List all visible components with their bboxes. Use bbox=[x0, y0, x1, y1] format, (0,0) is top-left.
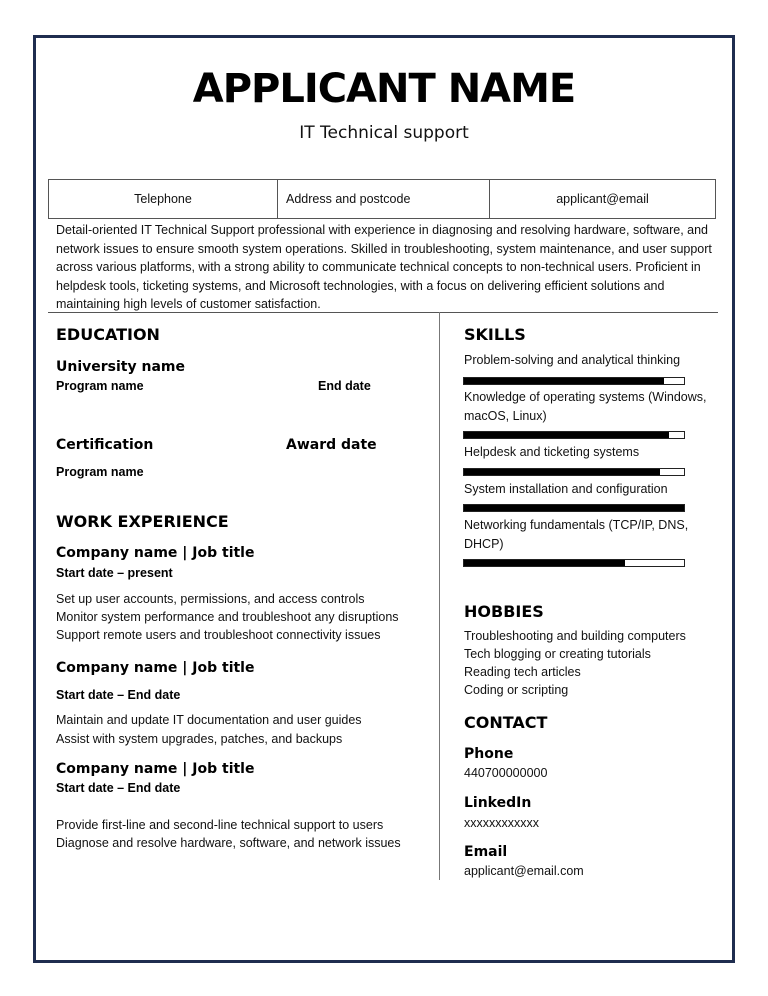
skill-label: Helpdesk and ticketing systems bbox=[464, 445, 640, 459]
linkedin-value: xxxxxxxxxxxx bbox=[464, 816, 539, 830]
job-duty: Assist with system upgrades, patches, and backups bbox=[56, 732, 343, 746]
skill-bar bbox=[463, 431, 685, 439]
certification-name: Certification bbox=[56, 437, 154, 453]
job-duty: Monitor system performance and troubleshoot any disruptions bbox=[56, 610, 399, 624]
education-end-date: End date bbox=[318, 379, 371, 393]
column-divider bbox=[439, 312, 440, 880]
job-duty: Maintain and update IT documentation and user guides bbox=[56, 713, 362, 727]
contact-heading: CONTACT bbox=[464, 713, 548, 732]
skill-label: Networking fundamentals (TCP/IP, DNS, DHCP) bbox=[464, 518, 689, 551]
contact-table bbox=[48, 179, 716, 219]
email-cell: applicant@email bbox=[489, 180, 715, 218]
skill-bar-fill bbox=[464, 378, 664, 384]
job-duty: Set up user accounts, permissions, and access controls bbox=[56, 592, 365, 606]
skill-bar bbox=[463, 377, 685, 385]
skill-bar-fill bbox=[464, 469, 660, 475]
certification-program: Program name bbox=[56, 465, 144, 479]
job-title-1: Company name | Job title bbox=[56, 545, 255, 561]
work-experience-heading: WORK EXPERIENCE bbox=[56, 512, 229, 531]
job-dates-3: Start date – End date bbox=[56, 781, 181, 795]
skill-label: Problem-solving and analytical thinking bbox=[464, 353, 681, 367]
skill-bar bbox=[463, 468, 685, 476]
telephone-cell: Telephone bbox=[134, 192, 192, 206]
education-heading: EDUCATION bbox=[56, 325, 160, 344]
section-divider bbox=[48, 312, 718, 313]
phone-value: 440700000000 bbox=[464, 766, 548, 780]
skill-label: System installation and configuration bbox=[464, 482, 668, 496]
university-name: University name bbox=[56, 359, 185, 375]
skill-label: Knowledge of operating systems (Windows, macOS, Linux) bbox=[464, 390, 707, 423]
job-title-2: Company name | Job title bbox=[56, 660, 255, 676]
email-value: applicant@email.com bbox=[464, 864, 584, 878]
skill-bar-fill bbox=[464, 505, 684, 511]
skills-heading: SKILLS bbox=[464, 325, 526, 344]
hobby-item: Tech blogging or creating tutorials bbox=[464, 647, 651, 661]
job-duty: Diagnose and resolve hardware, software, and network issues bbox=[56, 836, 401, 850]
certification-award-date: Award date bbox=[286, 437, 377, 453]
job-duty: Support remote users and troubleshoot connectivity issues bbox=[56, 628, 381, 642]
hobby-item: Troubleshooting and building computers bbox=[464, 629, 686, 643]
address-cell: Address and postcode bbox=[277, 180, 489, 218]
job-title: IT Technical support bbox=[299, 123, 469, 143]
profile-summary: Detail-oriented IT Technical Support professional with experience in diagnosing and resolving hardware, software, and network issues to ensure smooth system operations. Skilled in troubleshooting, system maintenance, and user support across various platforms, with a strong ability to communicate technical concepts to non-technical users. Proficient in helpdesk tools, ticketing systems, and Microsoft technologies, with a focus on delivering efficient solutions and maintaining high levels of customer satisfaction. bbox=[56, 223, 712, 311]
hobby-item: Reading tech articles bbox=[464, 665, 581, 679]
education-program: Program name bbox=[56, 379, 144, 393]
applicant-name: APPLICANT NAME bbox=[192, 66, 576, 112]
job-duty: Provide first-line and second-line technical support to users bbox=[56, 818, 384, 832]
skill-bar bbox=[463, 504, 685, 512]
hobby-item: Coding or scripting bbox=[464, 683, 569, 697]
skill-bar-fill bbox=[464, 432, 669, 438]
job-dates-1: Start date – present bbox=[56, 566, 173, 580]
linkedin-label: LinkedIn bbox=[464, 795, 532, 811]
email-label: Email bbox=[464, 844, 508, 860]
skill-bar bbox=[463, 559, 685, 567]
job-dates-2: Start date – End date bbox=[56, 688, 181, 702]
job-title-3: Company name | Job title bbox=[56, 761, 255, 777]
hobbies-heading: HOBBIES bbox=[464, 602, 544, 621]
phone-label: Phone bbox=[464, 746, 514, 762]
skill-bar-fill bbox=[464, 560, 625, 566]
